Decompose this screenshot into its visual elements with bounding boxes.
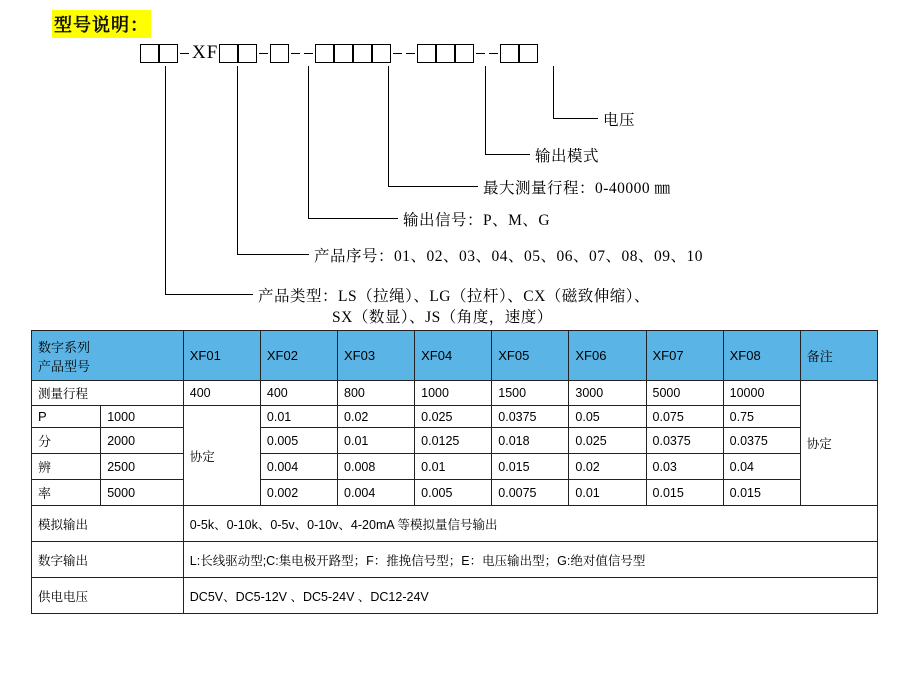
resolution-2000-xf08: 0.0375 <box>723 428 800 454</box>
table-row-resolution-1000 <box>32 406 878 428</box>
code-dash <box>291 53 300 54</box>
code-box <box>270 44 289 63</box>
range-xf02: 400 <box>260 381 337 406</box>
resolution-1000-xf08: 0.75 <box>723 406 800 428</box>
resolution-label-char-p: P <box>32 406 101 428</box>
code-box <box>500 44 519 63</box>
leader-line-product-serial <box>237 66 238 254</box>
resolution-2000-xf05: 0.018 <box>492 428 569 454</box>
leader-line-product-serial-h <box>237 254 309 255</box>
code-dash <box>259 53 268 54</box>
leader-line-max-range <box>388 66 389 186</box>
resolution-pulses-2000: 2000 <box>101 428 184 454</box>
table-row-resolution-2500 <box>32 454 878 480</box>
legend-product-type-line2: SX（数显）、JS（角度，速度） <box>332 309 553 326</box>
resolution-5000-xf08: 0.015 <box>723 480 800 506</box>
legend-max-range: 最大测量行程：0-40000 ㎜ <box>483 180 671 197</box>
page-title: 型号说明： <box>52 10 151 38</box>
leader-line-voltage <box>553 66 554 118</box>
resolution-label-char-fen: 分 <box>32 428 101 454</box>
resolution-2500-xf03: 0.008 <box>338 454 415 480</box>
resolution-1000-xf06: 0.05 <box>569 406 646 428</box>
resolution-2000-xf02: 0.005 <box>260 428 337 454</box>
table-header-row <box>32 331 878 381</box>
digital-output-value: L:长线驱动型;C:集电极开路型；F：推挽信号型；E：电压输出型；G:绝对值信号型 <box>183 542 877 578</box>
resolution-5000-xf02: 0.002 <box>260 480 337 506</box>
table-row-digital-output <box>32 542 878 578</box>
legend-output-signal: 输出信号：P、M、G <box>403 212 551 229</box>
resolution-5000-xf04: 0.005 <box>415 480 492 506</box>
range-xf07: 5000 <box>646 381 723 406</box>
resolution-pulses-1000: 1000 <box>101 406 184 428</box>
code-dash <box>406 53 415 54</box>
table-row-range <box>32 381 878 406</box>
code-box <box>238 44 257 63</box>
resolution-xf01-agreement: 协定 <box>183 406 260 506</box>
range-xf05: 1500 <box>492 381 569 406</box>
header-model-xf07: XF07 <box>646 331 723 381</box>
resolution-2000-xf06: 0.025 <box>569 428 646 454</box>
header-model-xf03: XF03 <box>338 331 415 381</box>
legend-voltage: 电压 <box>603 112 636 129</box>
range-xf01: 400 <box>183 381 260 406</box>
resolution-2000-xf07: 0.0375 <box>646 428 723 454</box>
resolution-label-char-bian: 辨 <box>32 454 101 480</box>
supply-voltage-value: DC5V、DC5-12V 、DC5-24V 、DC12-24V <box>183 578 877 614</box>
remark-agreement: 协定 <box>800 381 877 506</box>
leader-line-output-signal <box>308 66 309 218</box>
code-box <box>436 44 455 63</box>
leader-line-max-range-h <box>388 186 478 187</box>
code-dash <box>476 53 485 54</box>
resolution-1000-xf03: 0.02 <box>338 406 415 428</box>
header-model-xf04: XF04 <box>415 331 492 381</box>
code-box <box>140 44 159 63</box>
header-product-label-line2: 产品型号 <box>38 358 91 374</box>
resolution-2500-xf05: 0.015 <box>492 454 569 480</box>
row-label-analog-output: 模拟输出 <box>32 506 184 542</box>
range-xf03: 800 <box>338 381 415 406</box>
code-box <box>417 44 436 63</box>
code-box <box>334 44 353 63</box>
resolution-2500-xf02: 0.004 <box>260 454 337 480</box>
range-xf06: 3000 <box>569 381 646 406</box>
spec-table <box>31 330 878 614</box>
header-product-label-line1: 数字系列 <box>38 339 91 355</box>
code-box <box>455 44 474 63</box>
leader-line-product-type <box>165 66 166 294</box>
resolution-5000-xf05: 0.0075 <box>492 480 569 506</box>
table-row-resolution-5000 <box>32 480 878 506</box>
legend-product-serial: 产品序号：01、02、03、04、05、06、07、08、09、10 <box>314 248 704 265</box>
resolution-2500-xf07: 0.03 <box>646 454 723 480</box>
resolution-2500-xf04: 0.01 <box>415 454 492 480</box>
resolution-5000-xf06: 0.01 <box>569 480 646 506</box>
resolution-1000-xf02: 0.01 <box>260 406 337 428</box>
resolution-pulses-5000: 5000 <box>101 480 184 506</box>
header-model-xf01: XF01 <box>183 331 260 381</box>
code-dash <box>304 53 313 54</box>
resolution-pulses-2500: 2500 <box>101 454 184 480</box>
header-model-xf06: XF06 <box>569 331 646 381</box>
code-dash <box>489 53 498 54</box>
range-xf04: 1000 <box>415 381 492 406</box>
resolution-2000-xf04: 0.0125 <box>415 428 492 454</box>
resolution-1000-xf04: 0.025 <box>415 406 492 428</box>
row-label-range: 测量行程 <box>32 381 184 406</box>
model-code-row <box>140 40 538 66</box>
code-box <box>159 44 178 63</box>
header-model-xf05: XF05 <box>492 331 569 381</box>
table-row-analog-output <box>32 506 878 542</box>
resolution-2000-xf03: 0.01 <box>338 428 415 454</box>
code-box <box>219 44 238 63</box>
code-box <box>372 44 391 63</box>
header-remark: 备注 <box>800 331 877 381</box>
resolution-5000-xf07: 0.015 <box>646 480 723 506</box>
resolution-1000-xf05: 0.0375 <box>492 406 569 428</box>
legend-output-mode: 输出模式 <box>535 148 600 165</box>
leader-line-voltage-h <box>553 118 598 119</box>
header-model-xf08: XF08 <box>723 331 800 381</box>
range-xf08: 10000 <box>723 381 800 406</box>
resolution-2500-xf06: 0.02 <box>569 454 646 480</box>
resolution-label-char-lv: 率 <box>32 480 101 506</box>
leader-line-output-mode <box>485 66 486 154</box>
table-row-resolution-2000 <box>32 428 878 454</box>
row-label-digital-output: 数字输出 <box>32 542 184 578</box>
analog-output-value: 0-5k、0-10k、0-5v、0-10v、4-20mA 等模拟量信号输出 <box>183 506 877 542</box>
leader-line-output-signal-h <box>308 218 398 219</box>
resolution-5000-xf03: 0.004 <box>338 480 415 506</box>
code-box <box>353 44 372 63</box>
header-model-xf02: XF02 <box>260 331 337 381</box>
code-dash <box>180 53 189 54</box>
leader-line-product-type-h <box>165 294 253 295</box>
row-label-supply-voltage: 供电电压 <box>32 578 184 614</box>
code-box <box>315 44 334 63</box>
legend-product-type-line1: 产品类型：LS（拉绳）、LG（拉杆）、CX（磁致伸缩）、 <box>258 288 651 305</box>
resolution-1000-xf07: 0.075 <box>646 406 723 428</box>
leader-line-output-mode-h <box>485 154 530 155</box>
header-product-label <box>32 331 184 381</box>
code-dash <box>393 53 402 54</box>
code-box <box>519 44 538 63</box>
code-text-xf: XF <box>192 42 219 63</box>
resolution-2500-xf08: 0.04 <box>723 454 800 480</box>
table-row-supply-voltage <box>32 578 878 614</box>
